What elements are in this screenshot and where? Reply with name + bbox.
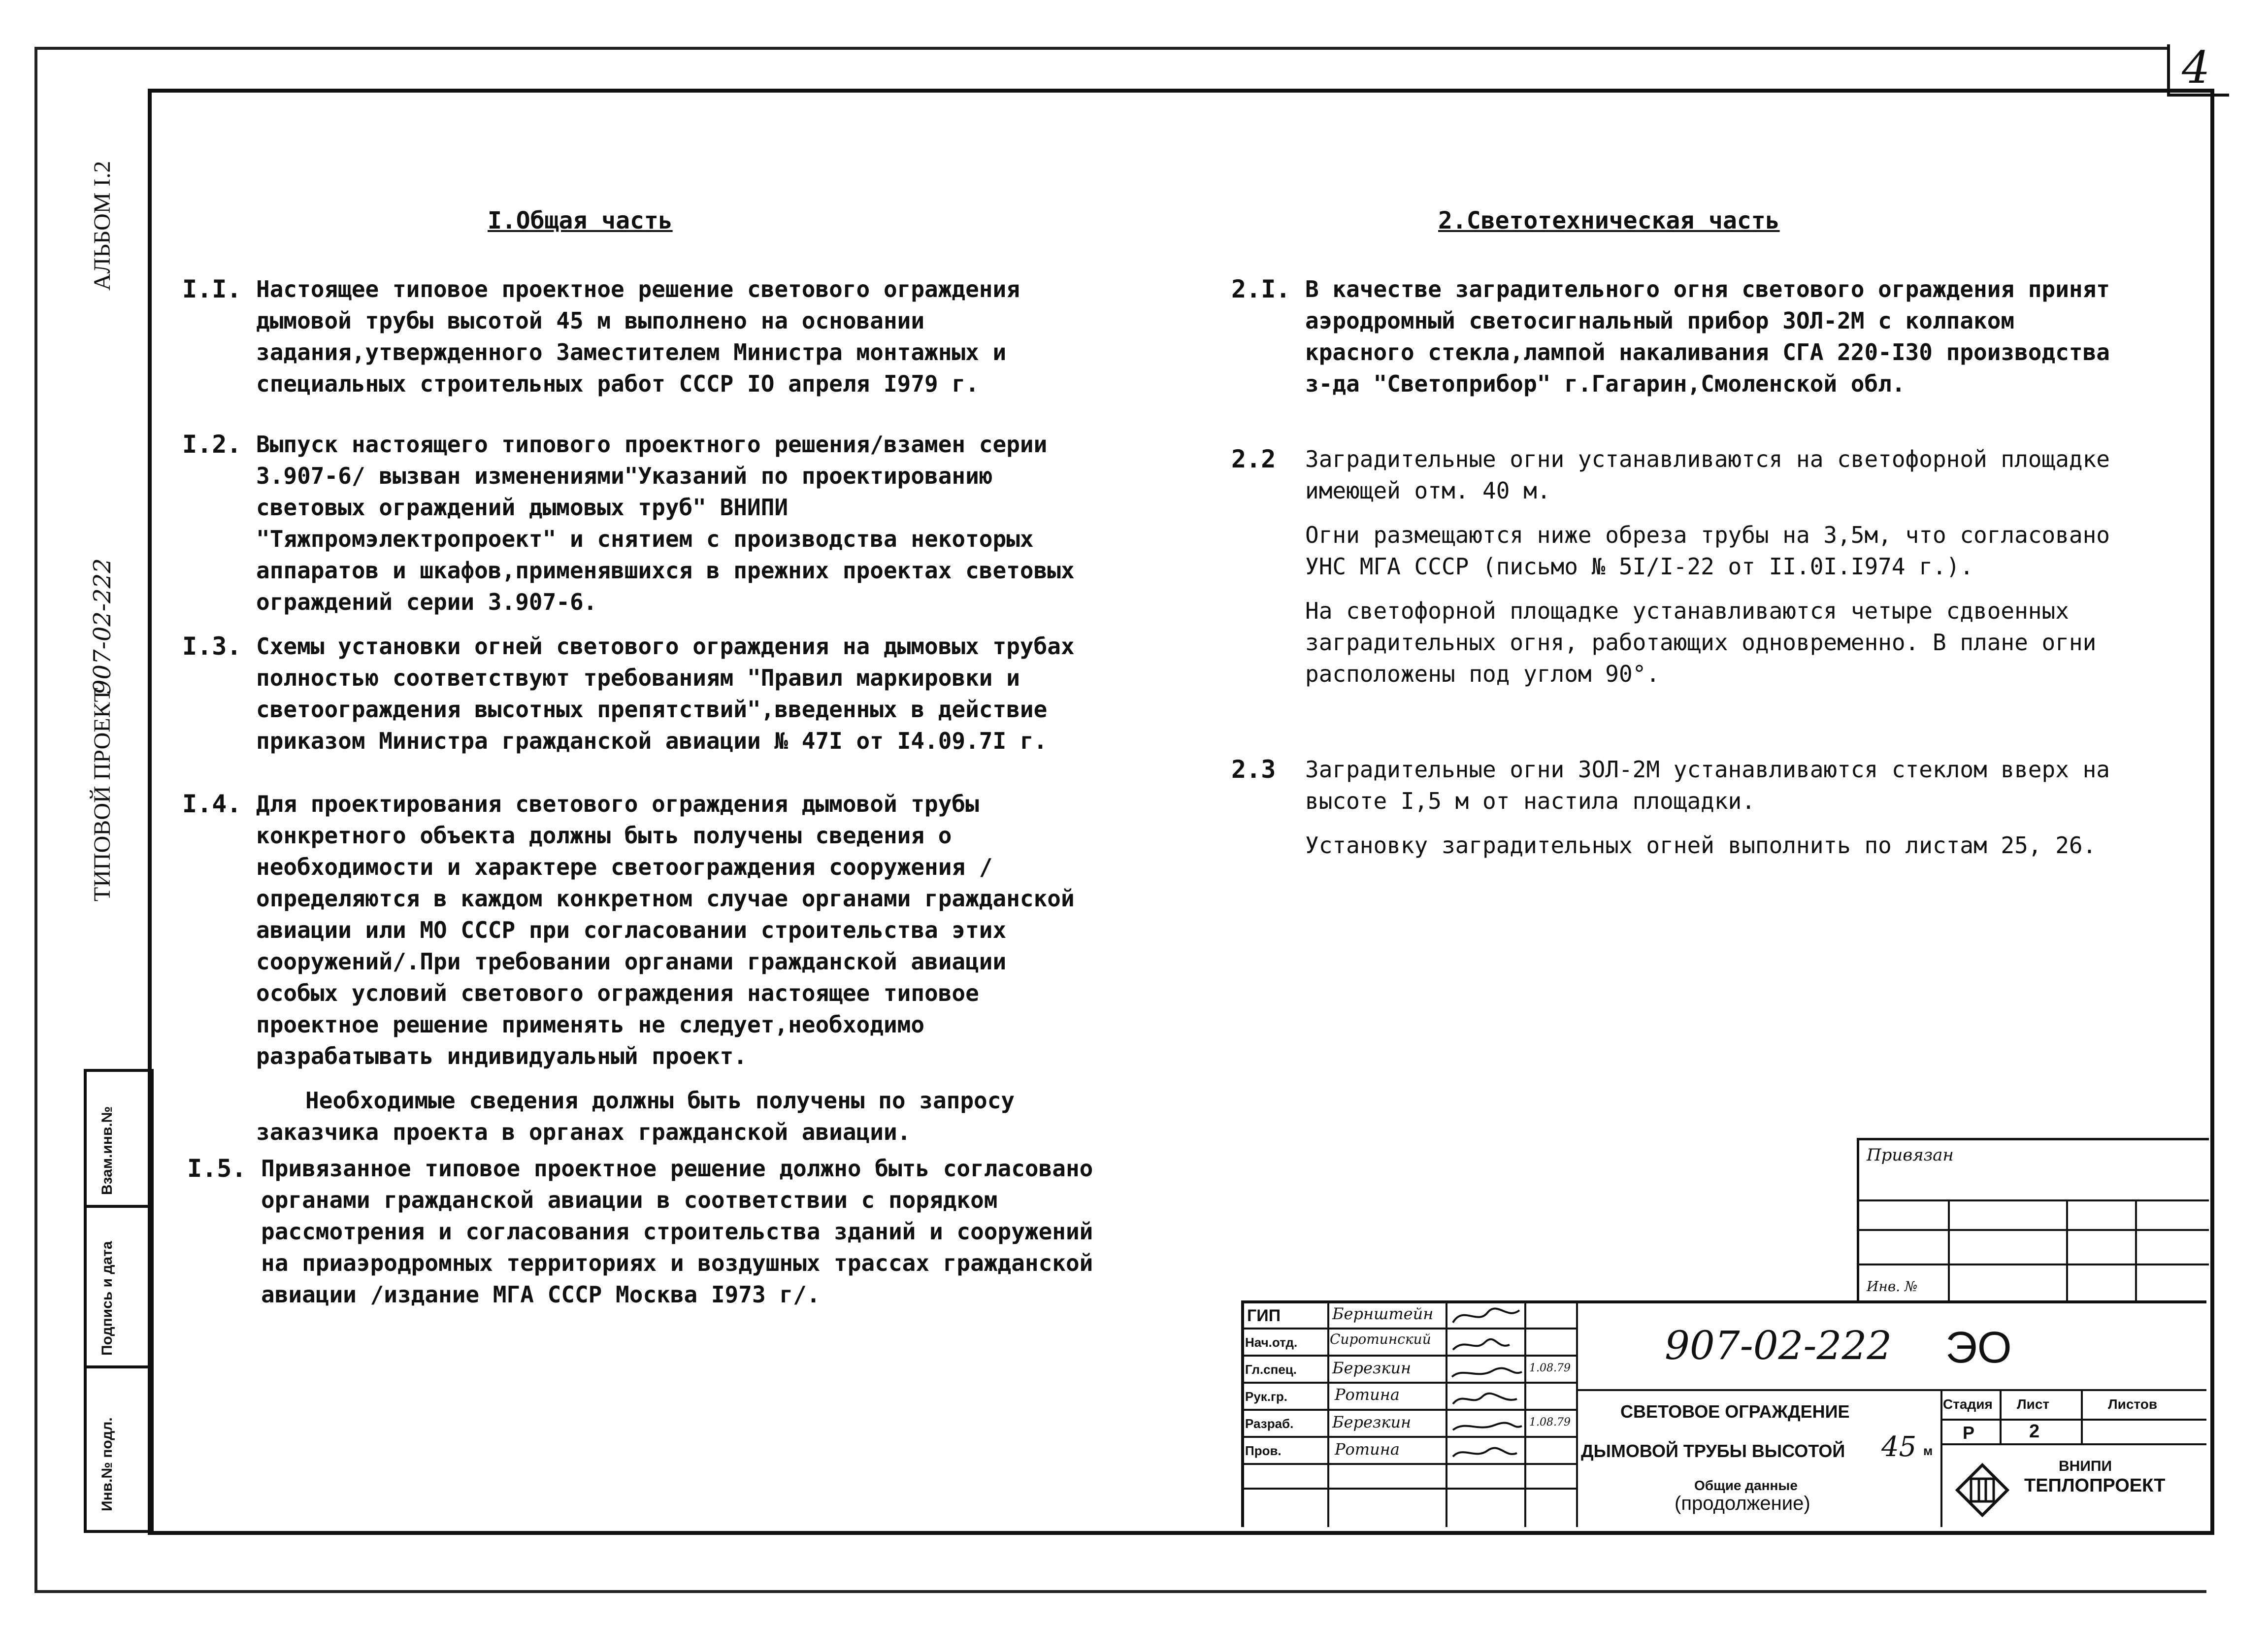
drawing-subtitle: Общие данные	[1694, 1478, 1798, 1493]
signer-name: Березкин	[1332, 1413, 1412, 1431]
item-text: На светофорной площадке устанавливаются четыре сдвоенных заградительных огня, работающих одновременно. В плане огни расположены под углом 90°.	[1305, 598, 2097, 687]
height-unit: м	[1923, 1443, 1933, 1458]
project-code-side: 907-02-222	[89, 558, 116, 695]
item-text: Огни размещаются ниже обреза трубы на 3,5м, что согласовано УНС МГА СССР (письмо № 5I/I-22 от II.0I.I974 г.).	[1305, 522, 2110, 580]
scan-border-top	[34, 47, 2167, 50]
item-number: I.4.	[182, 790, 242, 818]
sheet-label: Лист	[2017, 1396, 2050, 1412]
teploproekt-logo-icon	[1955, 1463, 2009, 1517]
sheet-value: 2	[2029, 1421, 2040, 1442]
title-block	[1241, 1300, 2206, 1527]
org-name-line2: ТЕПЛОПРОЕКТ	[2024, 1475, 2166, 1496]
inventory-label: Инв. №	[1867, 1278, 1918, 1295]
approval-stamp-strip	[84, 1069, 154, 1533]
side-labels	[84, 148, 128, 961]
stamp-label-signature: Подпись и дата	[99, 1241, 115, 1356]
signer-name: Березкин	[1332, 1359, 1412, 1377]
item-number: 2.2	[1231, 445, 1276, 473]
section-general-title: I.Общая часть	[488, 207, 673, 234]
item-text: Привязанное типовое проектное решение должно быть согласовано органами гражданской авиации в соответствии с порядком рассмотрения и согласования строительства зданий и сооружений на приаэродромных территориях и воздушных трассах гражданской авиации /издание МГА СССР Москва I973 г/.	[261, 1155, 1093, 1308]
drawing-title-line2: ДЫМОВОЙ ТРУБЫ ВЫСОТОЙ	[1581, 1441, 1845, 1461]
list-item	[187, 1153, 1093, 1323]
drawing-subtitle-continued: (продолжение)	[1675, 1493, 1810, 1514]
item-text: Установку заградительных огней выполнить по листам 25, 26.	[1305, 832, 2097, 859]
scan-border-left	[34, 47, 37, 1591]
stamp-cell-inventory	[87, 1368, 151, 1524]
stamp-label-replaced: Взам.инв.№	[99, 1106, 115, 1195]
role-label: ГИП	[1247, 1306, 1281, 1325]
role-label: Пров.	[1245, 1443, 1282, 1458]
item-number: 2.I.	[1231, 275, 1291, 303]
role-label: Рук.гр.	[1245, 1389, 1287, 1404]
album-label: АЛЬБОМ I.2	[89, 161, 115, 291]
page-number: 4	[2182, 42, 2210, 94]
item-number: I.2.	[182, 430, 242, 459]
signer-name: Ротина	[1335, 1440, 1400, 1459]
stamp-label-inventory: Инв.№ подл.	[99, 1417, 115, 1511]
drawing-code: 907-02-222	[1665, 1323, 1892, 1368]
scan-border-bottom	[34, 1590, 2206, 1593]
list-item	[182, 788, 1093, 1161]
stage-value: Р	[1963, 1423, 1975, 1443]
item-number: I.5.	[187, 1154, 247, 1183]
item-text: Необходимые сведения должны быть получены по запросу заказчика проекта в органах гражданской авиации.	[256, 1087, 1015, 1145]
list-item	[182, 631, 1093, 769]
section-lighting-title: 2.Светотехническая часть	[1438, 207, 1780, 234]
sheets-label: Листов	[2108, 1396, 2158, 1412]
item-number: I.I.	[182, 275, 242, 303]
item-text: Выпуск настоящего типового проектного решения/взамен серии 3.907-6/ вызван изменениями"Указаний по проектированию световых ограждений дымовых труб" ВНИПИ "Тяжпромэлектропроект" и снятием с производства некоторых аппаратов и шкафов,применявшихся в прежних проектах световых ограждений серии 3.907-6.	[256, 431, 1075, 615]
drawing-title-line1: СВЕТОВОЕ ОГРАЖДЕНИЕ	[1620, 1401, 1850, 1422]
sign-date: 1.08.79	[1529, 1362, 1571, 1374]
chimney-height: 45	[1881, 1431, 1917, 1463]
list-item	[1231, 443, 2133, 702]
list-item	[1231, 273, 2133, 412]
item-number: I.3.	[182, 632, 242, 661]
list-item	[1231, 754, 2133, 874]
item-text: В качестве заградительного огня светового ограждения принят аэродромный светосигнальный прибор ЗОЛ-2М с колпаком красного стекла,лампой накаливания СГА 220-I30 производства з-да "Светоприбор" г.Гагарин,Смоленской обл.	[1305, 276, 2110, 397]
project-prefix: ТИПОВОЙ ПРОЕКТ	[89, 688, 115, 901]
role-label: Гл.спец.	[1245, 1362, 1297, 1377]
item-text: Схемы установки огней светового ограждения на дымовых трубах полностью соответствуют требованиям "Правил маркировки и светоограждения высотных препятствий",введенных в действие приказом Министра гражданской авиации № 47I от I4.09.7I г.	[256, 633, 1075, 754]
list-item	[182, 429, 1093, 631]
signer-name: Бернштейн	[1332, 1304, 1434, 1323]
signatures-graphic	[1448, 1303, 1524, 1465]
item-text: Заградительные огни ЗОЛ-2М устанавливаются стеклом вверх на высоте I,5 м от настила площадки.	[1305, 756, 2110, 814]
item-text: Для проектирования светового ограждения дымовой трубы конкретного объекта должны быть получены сведения о необходимости и характере светоограждения сооружения /определяются в каждом конкретном случае органами гражданской авиации или МО СССР при согласовании строительства этих сооружений/.При требовании органами гражданской авиации особых условий светового ограждения настоящее типовое проектное решение применять не следует,необходимо разрабатывать индивидуальный проект.	[256, 791, 1075, 1069]
role-label: Нач.отд.	[1245, 1335, 1298, 1350]
binding-label: Привязан	[1867, 1145, 1954, 1165]
org-name-line1: ВНИПИ	[2059, 1458, 2112, 1474]
stage-label: Стадия	[1943, 1396, 1993, 1412]
item-number: 2.3	[1231, 755, 1276, 784]
sign-date: 1.08.79	[1529, 1416, 1571, 1429]
role-label: Разраб.	[1245, 1416, 1294, 1431]
signer-name: Ротина	[1335, 1385, 1400, 1404]
item-text: Заградительные огни устанавливаются на светофорной площадке имеющей отм. 40 м.	[1305, 446, 2110, 504]
stamp-cell-replaced	[87, 1072, 151, 1208]
item-text: Настоящее типовое проектное решение светового ограждения дымовой трубы высотой 45 м выполнено на основании задания,утвержденного Заместителем Министра монтажных и специальных строительных работ СССР IO апреля I979 г.	[256, 276, 1020, 397]
binding-table	[1857, 1138, 2209, 1303]
drawing-code-suffix: ЭО	[1945, 1323, 2012, 1372]
stamp-cell-signature	[87, 1208, 151, 1368]
list-item	[182, 273, 1093, 412]
signer-name: Сиротинский	[1330, 1331, 1431, 1347]
